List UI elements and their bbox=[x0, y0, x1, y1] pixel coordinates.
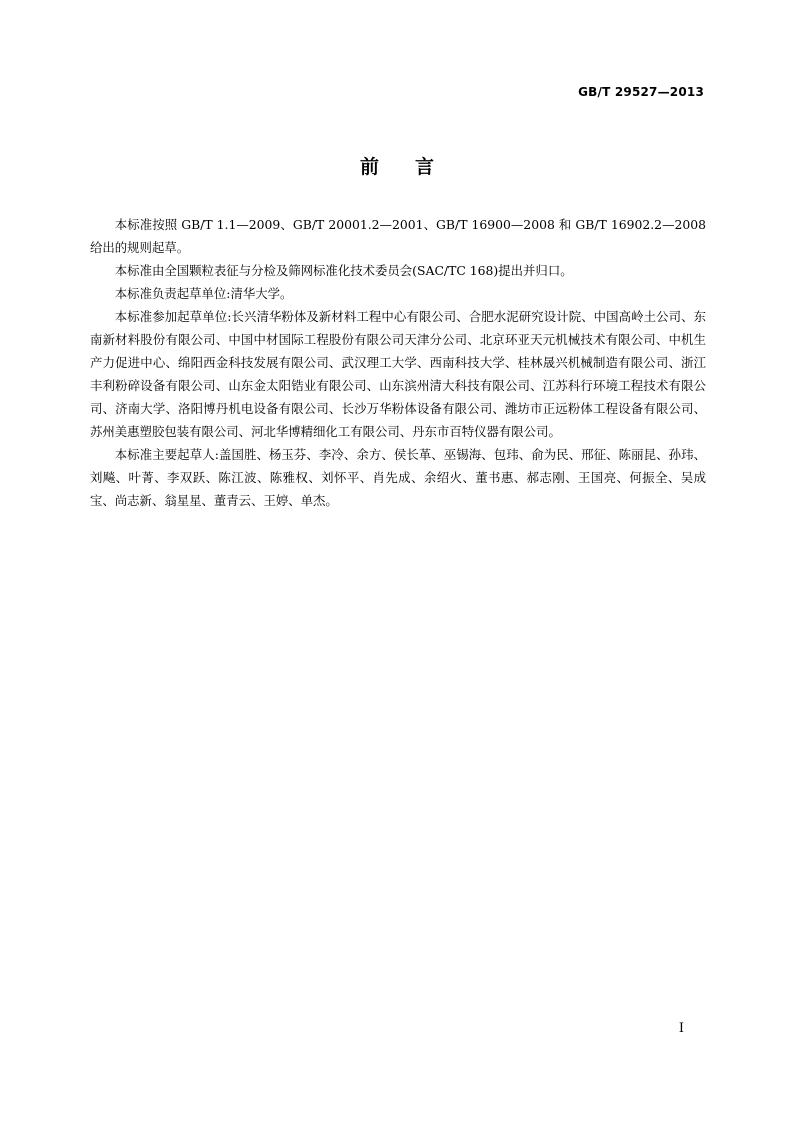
paragraph-main-drafters: 本标准主要起草人:盖国胜、杨玉芬、李冷、余方、侯长革、巫锡海、包玮、俞为民、邢征、陈丽昆、孙玮、刘飚、叶菁、李双跃、陈江波、陈雅权、刘怀平、肖先成、余绍火、董书惠、郝志刚、王国亮、何振全、吴成宝、尚志新、翁星星、董青云、王婷、单杰。 bbox=[90, 447, 706, 508]
page-title: 前言 bbox=[359, 156, 470, 178]
paragraph-proposer: 本标准由全国颗粒表征与分检及筛网标准化技术委员会(SAC/TC 168)提出并归口。 bbox=[114, 263, 573, 278]
paragraph-participating-units: 本标准参加起草单位:长兴清华粉体及新材料工程中心有限公司、合肥水泥研究设计院、中国高岭土公司、东南新材料股份有限公司、中国中材国际工程股份有限公司天津分公司、北京环亚天元机械技术有限公司、中机生产力促进中心、绵阳西金科技发展有限公司、武汉理工大学、西南科技大学、桂林晟兴机械制造有限公司、浙江丰利粉碎设备有限公司、山东金太阳锆业有限公司、山东滨州清大科技有限公司、江苏科行环境工程技术有限公司、济南大学、洛阳博丹机电设备有限公司、长沙万华粉体设备有限公司、潍坊市正远粉体工程设备有限公司、苏州美惠塑胶包装有限公司、河北华博精细化工有限公司、丹东市百特仪器有限公司。 bbox=[90, 309, 706, 439]
foreword-body bbox=[90, 213, 706, 512]
standard-number: GB/T 29527—2013 bbox=[578, 85, 704, 99]
paragraph-drafting-rules: 本标准按照 GB/T 1.1—2009、GB/T 20001.2—2001、GB/T 16900—2008 和 GB/T 16902.2—2008 给出的规则起草。 bbox=[90, 217, 706, 255]
paragraph-responsible-unit: 本标准负责起草单位:清华大学。 bbox=[114, 286, 293, 301]
page-number: I bbox=[678, 1021, 684, 1036]
